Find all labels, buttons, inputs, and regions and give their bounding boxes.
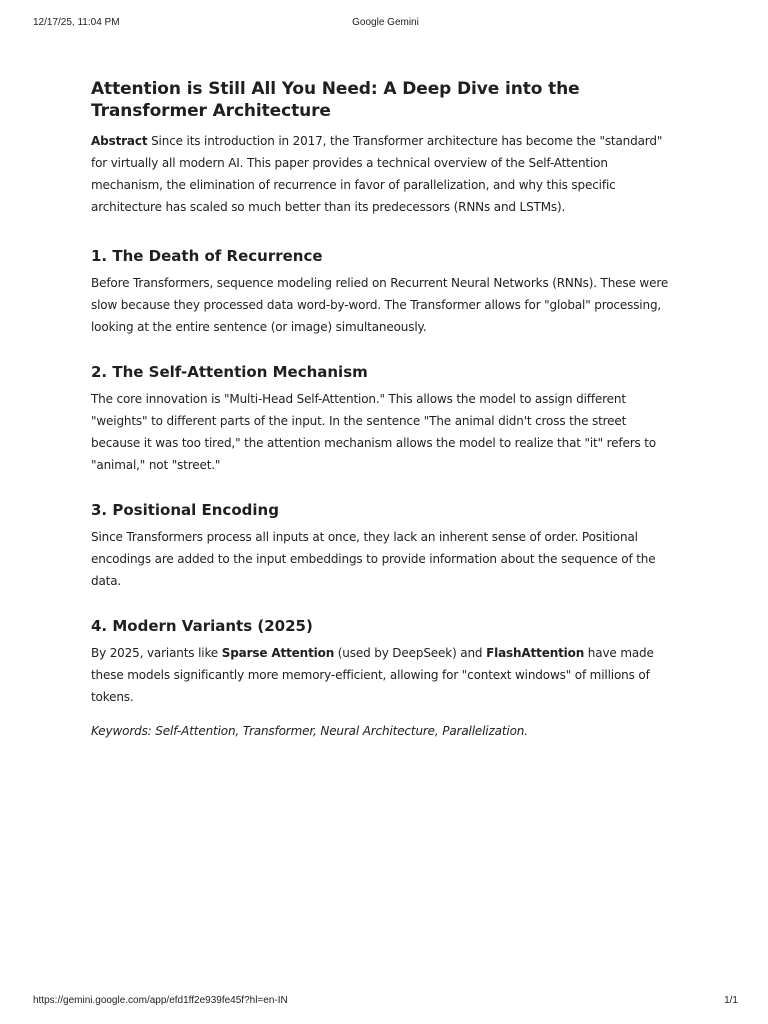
section-body: Since Transformers process all inputs at once, they lack an inherent sense of order. Positional encodings are added to the input embeddings to provide information about the sequence of the data.: [91, 530, 656, 588]
print-page-title: Google Gemini: [352, 17, 419, 28]
abstract-label: Abstract: [91, 134, 148, 148]
print-footer: [33, 995, 738, 1009]
abstract-paragraph: [91, 130, 671, 218]
section-death-of-recurrence: [91, 246, 671, 338]
print-datetime: 12/17/25, 11:04 PM: [33, 17, 120, 28]
body-text: have made these models significantly more memory-efficient, allowing for "context windows" of millions of tokens.: [91, 646, 654, 704]
section-modern-variants: [91, 616, 671, 708]
section-positional-encoding: [91, 500, 671, 592]
body-text: By 2025, variants like: [91, 646, 222, 660]
section-heading: 4. Modern Variants (2025): [91, 617, 313, 635]
section-self-attention: [91, 362, 671, 476]
print-header: [33, 17, 738, 31]
abstract-text: Since its introduction in 2017, the Transformer architecture has become the "standard" for virtually all modern AI. This paper provides a technical overview of the Self-Attention mechanism, the elimination of recurrence in favor of parallelization, and why this specific architecture has scaled so much better than its predecessors (RNNs and LSTMs).: [91, 134, 663, 214]
keywords: Keywords: Self-Attention, Transformer, Neural Architecture, Parallelization.: [91, 724, 528, 738]
bold-term-sparse-attention: Sparse Attention: [221, 646, 335, 660]
section-body: Before Transformers, sequence modeling relied on Recurrent Neural Networks (RNNs). These were slow because they processed data word-by-word. The Transformer allows for "global" processing, looking at the entire sentence (or image) simultaneously.: [91, 276, 669, 334]
section-body: The core innovation is "Multi-Head Self-Attention." This allows the model to assign different "weights" to different parts of the input. In the sentence "The animal didn't cross the street because it was too tired," the attention mechanism allows the model to realize that "it" refers to "animal," not "street.": [91, 392, 656, 472]
print-url: https://gemini.google.com/app/efd1ff2e939fe45f?hl=en-IN: [33, 995, 288, 1006]
section-body: [91, 642, 671, 708]
page-number: 1/1: [724, 995, 738, 1006]
section-heading: 1. The Death of Recurrence: [91, 247, 323, 265]
section-heading: 3. Positional Encoding: [91, 501, 279, 519]
document: [91, 78, 671, 742]
body-text: (used by DeepSeek) and: [334, 646, 487, 660]
section-heading: 2. The Self-Attention Mechanism: [91, 363, 368, 381]
document-title: Attention is Still All You Need: A Deep Dive into the Transformer Architecture: [91, 79, 580, 121]
bold-term-flashattention: FlashAttention: [486, 646, 585, 660]
